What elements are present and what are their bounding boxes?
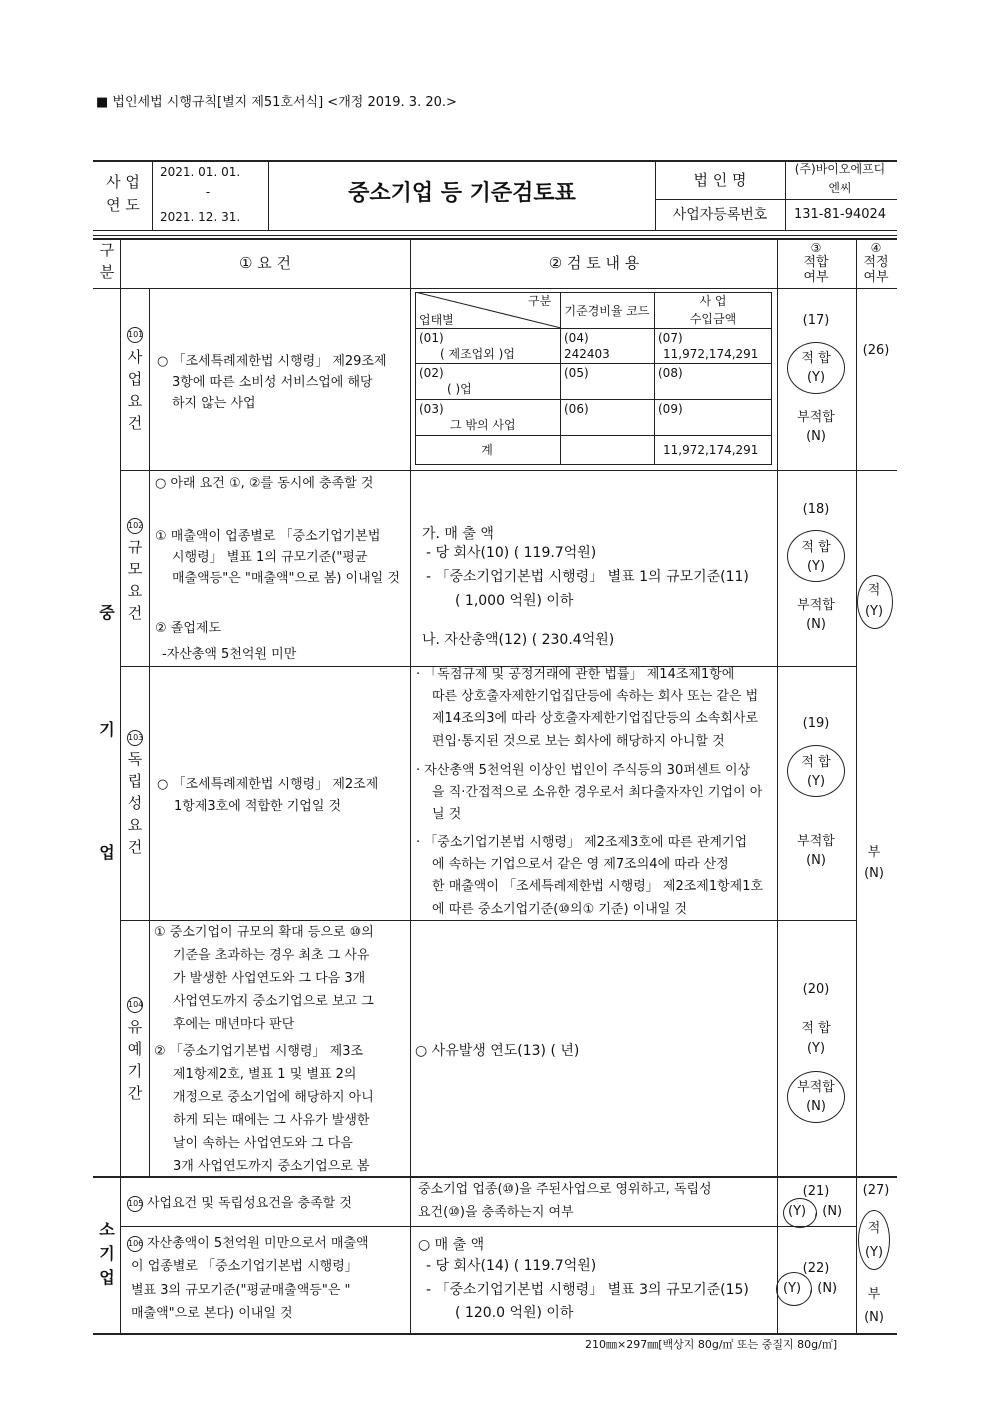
total-assets: 나. 자산총액(12) ( 230.4억원) xyxy=(422,632,615,648)
fit-102-selected-circle xyxy=(787,530,845,582)
section-102-number: 102 xyxy=(127,518,143,534)
form-reference: ■ 법인세법 시행규칙[별지 제51호서식] <개정 2019. 3. 20.> xyxy=(96,95,457,110)
col-header-requirement: ① 요 건 xyxy=(239,254,291,272)
sales-amount: - 당 회사(10) ( 119.7억원) xyxy=(426,545,597,561)
paper-spec: 210㎜×297㎜[백상지 80g/㎡ 또는 중질지 80g/㎡] xyxy=(585,1338,838,1351)
reason-year: ○ 사유발생 연도(13) ( 년) xyxy=(415,1043,580,1059)
section-101-number: 101 xyxy=(127,327,143,343)
form-title: 중소기업 등 기준검토표 xyxy=(348,181,576,206)
fiscal-year-end: 2021. 12. 31. xyxy=(160,210,241,224)
corp-name-value: (주)바이오에프디 xyxy=(794,162,886,176)
reg-number-value: 131-81-94024 xyxy=(793,207,887,222)
fit-101-selected-circle xyxy=(787,342,845,394)
fiscal-year-start: 2021. 01. 01. xyxy=(160,165,241,179)
s101-requirement: ○ 「조세특례제한법 시행령」 제29조제 xyxy=(157,354,387,369)
section-106-number: 106 xyxy=(127,1236,143,1252)
side-label-sme: 중 xyxy=(99,603,115,622)
side-label-small: 소 xyxy=(99,1220,115,1239)
section-101-label: 사 업 요 건 xyxy=(127,348,143,432)
standard-expense-code: 242403 xyxy=(564,347,610,361)
col-header-fit: ③ xyxy=(810,241,822,255)
section-102-label: 규 모 요 건 xyxy=(127,538,143,622)
proper-small-selected-circle xyxy=(858,1210,890,1270)
section-104-label: 유 예 기 간 xyxy=(127,1018,143,1102)
section-103-label: 독 립 성 요 건 xyxy=(127,750,143,856)
total-revenue: 11,972,174,291 xyxy=(663,443,759,457)
business-revenue: 11,972,174,291 xyxy=(663,347,759,361)
section-105-number: 105 xyxy=(127,1196,143,1212)
section-104-number: 104 xyxy=(127,997,143,1013)
small-sales-amount: - 당 회사(14) ( 119.7억원) xyxy=(426,1258,597,1274)
corp-name-label: 법 인 명 xyxy=(693,171,747,189)
col-header-review: ② 검 토 내 용 xyxy=(548,254,640,272)
fit-104-selected-circle xyxy=(787,1071,845,1123)
section-103-number: 103 xyxy=(127,730,143,746)
reg-number-label: 사업자등록번호 xyxy=(672,207,768,223)
table-border-top xyxy=(93,160,897,162)
col-header-proper: ④ xyxy=(870,241,882,255)
fiscal-year-label: 사 업 xyxy=(106,173,140,191)
col-header-gubun: 구 xyxy=(99,241,115,259)
fit-103-selected-circle xyxy=(787,745,845,797)
